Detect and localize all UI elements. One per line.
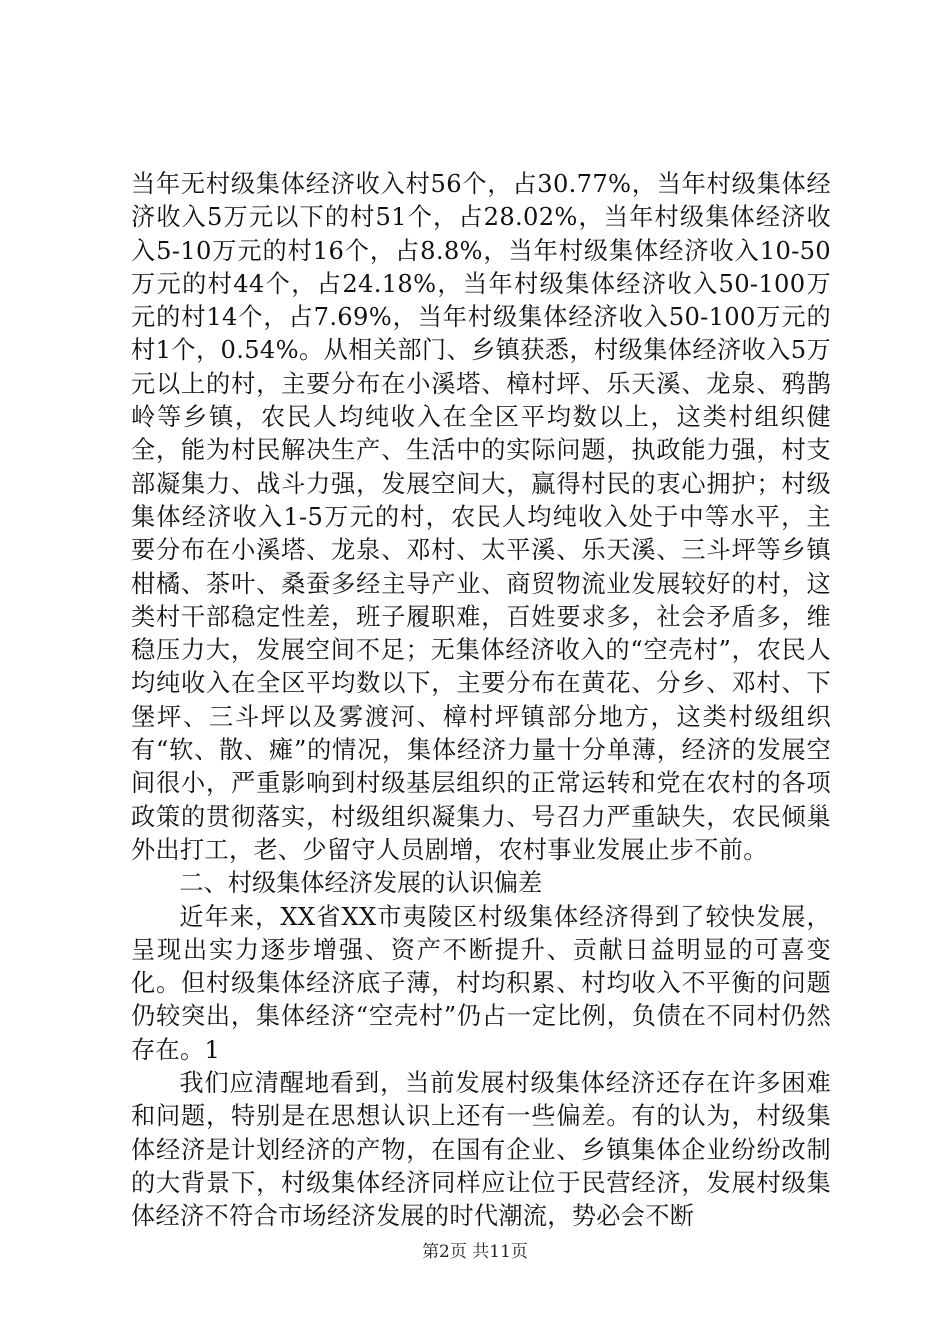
paragraph-statistics: 当年无村级集体经济收入村56个，占30.77%，当年村级集体经济收入5万元以下的村51个，占28.02%，当年村级集体经济收入5-10万元的村16个，占8.8%，当年村级集体经济收入10-50万元的村44个，占24.18%，当年村级集体经济收入50-100万元的村14个，占7.69%，当年村级集体经济收入50-100万元的村1个，0.54%。从相关部门、乡镇获悉，村级集体经济收入5万元以上的村，主要分布在小溪塔、樟村坪、乐天溪、龙泉、鸦鹊岭等乡镇，农民人均纯收入在全区平均数以上，这类村组织健全，能为村民解决生产、生活中的实际问题，执政能力强，村支部凝集力、战斗力强，发展空间大，赢得村民的衷心拥护；村级集体经济收入1-5万元的村，农民人均纯收入处于中等水平，主要分布在小溪塔、龙泉、邓村、太平溪、乐天溪、三斗坪等乡镇柑橘、茶叶、桑蚕多经主导产业、商贸物流业发展较好的村，这类村干部稳定性差，班子履职难，百姓要求多，社会矛盾多，维稳压力大，发展空间不足；无集体经济收入的“空壳村”，农民人均纯收入在全区平均数以下，主要分布在黄花、分乡、邓村、下堡坪、三斗坪以及雾渡河、樟村坪镇部分地方，这类村级组织有“软、散、瘫”的情况，集体经济力量十分单薄，经济的发展空间很小，严重影响到村级基层组织的正常运转和党在农村的各项政策的贯彻落实，村级组织凝集力、号召力严重缺失，农民倾巢外出打工，老、少留守人员剧增，农村事业发展止步不前。 — [131, 170, 831, 864]
document-body — [131, 168, 831, 1234]
section-heading: 二、村级集体经济发展的认识偏差 — [179, 869, 543, 898]
page-number-footer: 第2页 共11页 — [422, 1242, 528, 1262]
paragraph-problems: 我们应清醒地看到，当前发展村级集体经济还存在许多困难和问题，特别是在思想认识上还有一些偏差。有的认为，村级集体经济是计划经济的产物，在国有企业、乡镇集体企业纷纷改制的大背景下，村级集体经济同样应让位于民营经济，发展村级集体经济不符合市场经济发展的时代潮流，势必会不断 — [131, 1069, 831, 1231]
paragraph-development: 近年来，XX省XX市夷陵区村级集体经济得到了较快发展，呈现出实力逐步增强、资产不断提升、贡献日益明显的可喜变化。但村级集体经济底子薄，村均积累、村均收入不平衡的问题仍较突出，集体经济“空壳村”仍占一定比例，负债在不同村仍然存在。1 — [131, 902, 831, 1064]
